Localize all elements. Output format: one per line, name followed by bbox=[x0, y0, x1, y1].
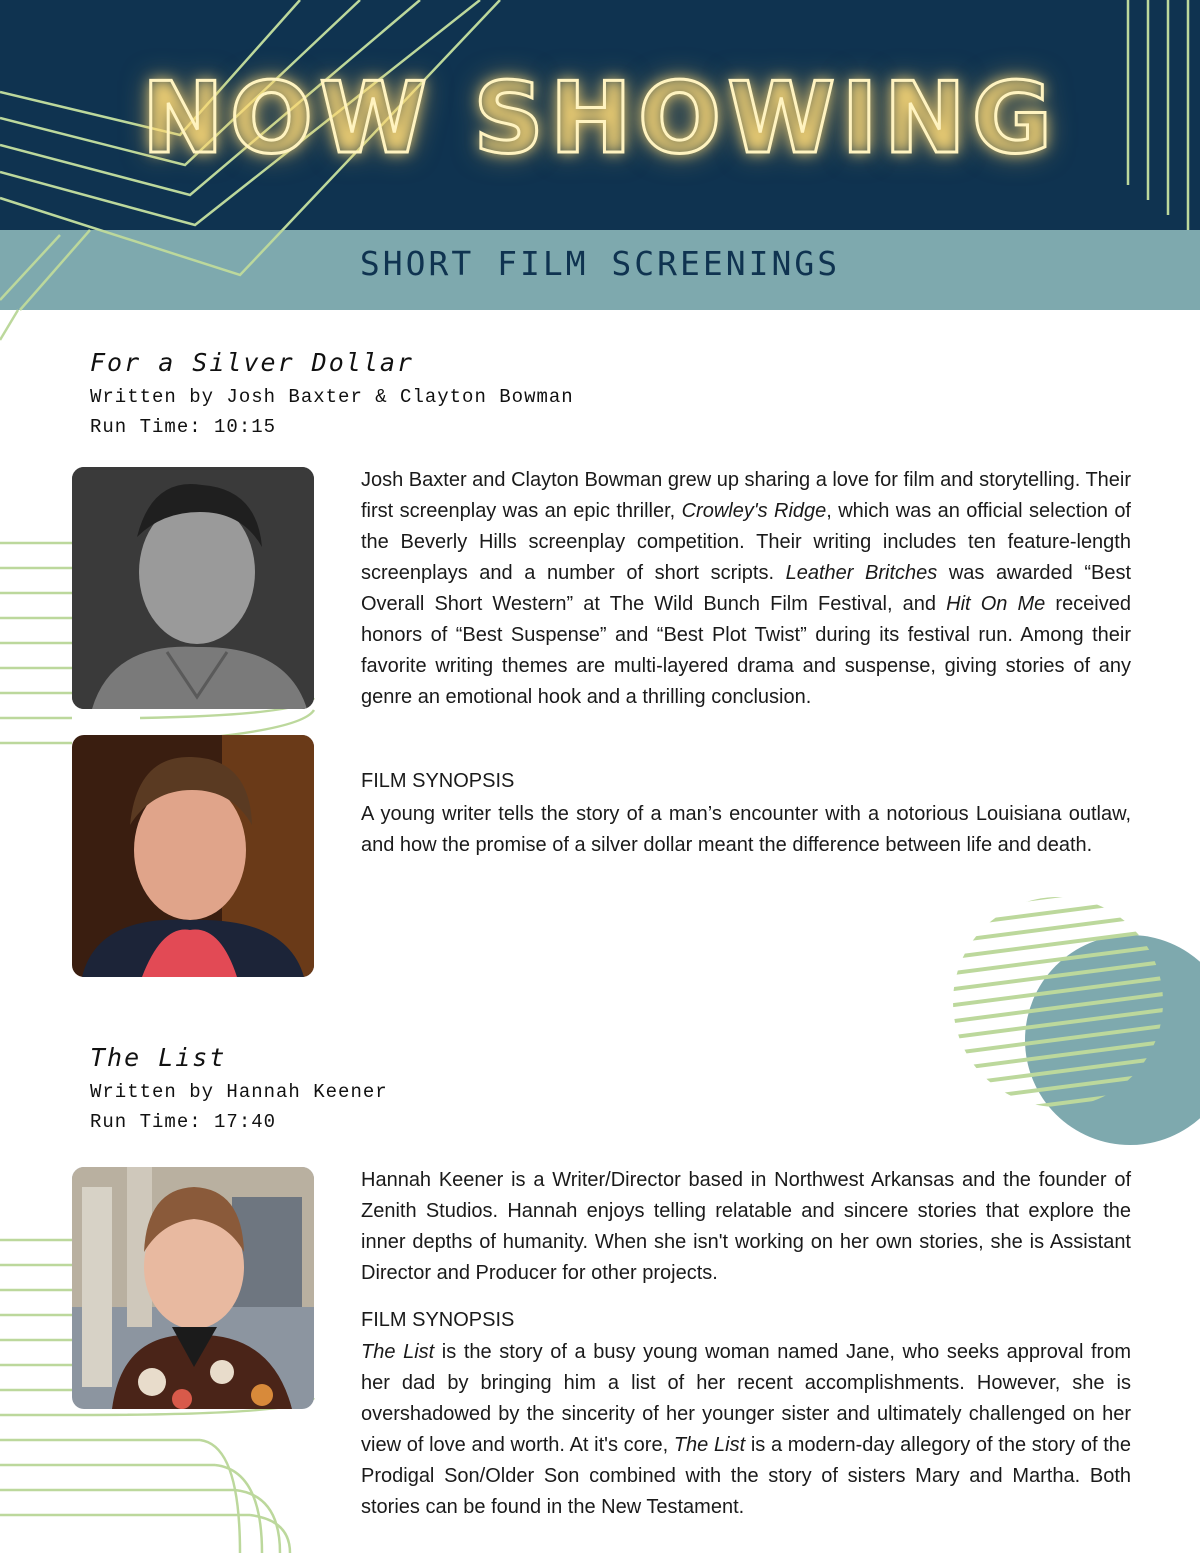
synopsis-heading: FILM SYNOPSIS bbox=[361, 770, 515, 792]
writer-photo bbox=[72, 467, 314, 709]
film-runtime: Run Time: 10:15 bbox=[90, 416, 277, 438]
film-writers: Written by Josh Baxter & Clayton Bowman bbox=[90, 386, 574, 408]
film-synopsis: The List is the story of a busy young woman named Jane, who seeks approval from her dad by bringing him a list of her recent accomplishments. However, she is overshadowed by the sincerity of her younger sister and ultimately challenged on her view of love and worth. At it's core, The List is a modern-day allegory of the story of the Prodigal Son/Older Son combined with the story of sisters Mary and Martha. Both stories can be found in the New Testament. bbox=[361, 1341, 1131, 1518]
writer-photo bbox=[72, 1167, 314, 1409]
film-synopsis: A young writer tells the story of a man’s encounter with a notorious Louisiana outlaw, and how the promise of a silver dollar meant the difference between life and death. bbox=[361, 803, 1131, 856]
writer-photo bbox=[72, 735, 314, 977]
writer-bio: Hannah Keener is a Writer/Director based in Northwest Arkansas and the founder of Zenith Studios. Hannah enjoys telling relatable and sincere stories that explore the inner depths of humanity. When she isn't working on her own stories, she is Assistant Director and Producer for other projects. bbox=[361, 1169, 1131, 1284]
film-runtime: Run Time: 17:40 bbox=[90, 1111, 277, 1133]
page-title: NOW SHOWING bbox=[141, 62, 1059, 176]
synopsis-heading: FILM SYNOPSIS bbox=[361, 1309, 515, 1331]
film-title: The List bbox=[90, 1043, 227, 1072]
film-writers: Written by Hannah Keener bbox=[90, 1081, 388, 1103]
page-subtitle: SHORT FILM SCREENINGS bbox=[359, 244, 841, 283]
film-title: For a Silver Dollar bbox=[90, 348, 414, 377]
writer-bio: Josh Baxter and Clayton Bowman grew up sharing a love for film and storytelling. Their first screenplay was an epic thriller, Crowley's Ridge, which was an official selection of the Beverly Hills screenplay competition. Their writing includes ten feature-length screenplays and a number of short scripts. Leather Britches was awarded “Best Overall Short Western” at The Wild Bunch Film Festival, and Hit On Me received honors of “Best Suspense” and “Best Plot Twist” during its festival run. Among their favorite writing themes are multi-layered drama and suspense, giving stories of any genre an emotional hook and a thrilling conclusion. bbox=[361, 469, 1132, 708]
